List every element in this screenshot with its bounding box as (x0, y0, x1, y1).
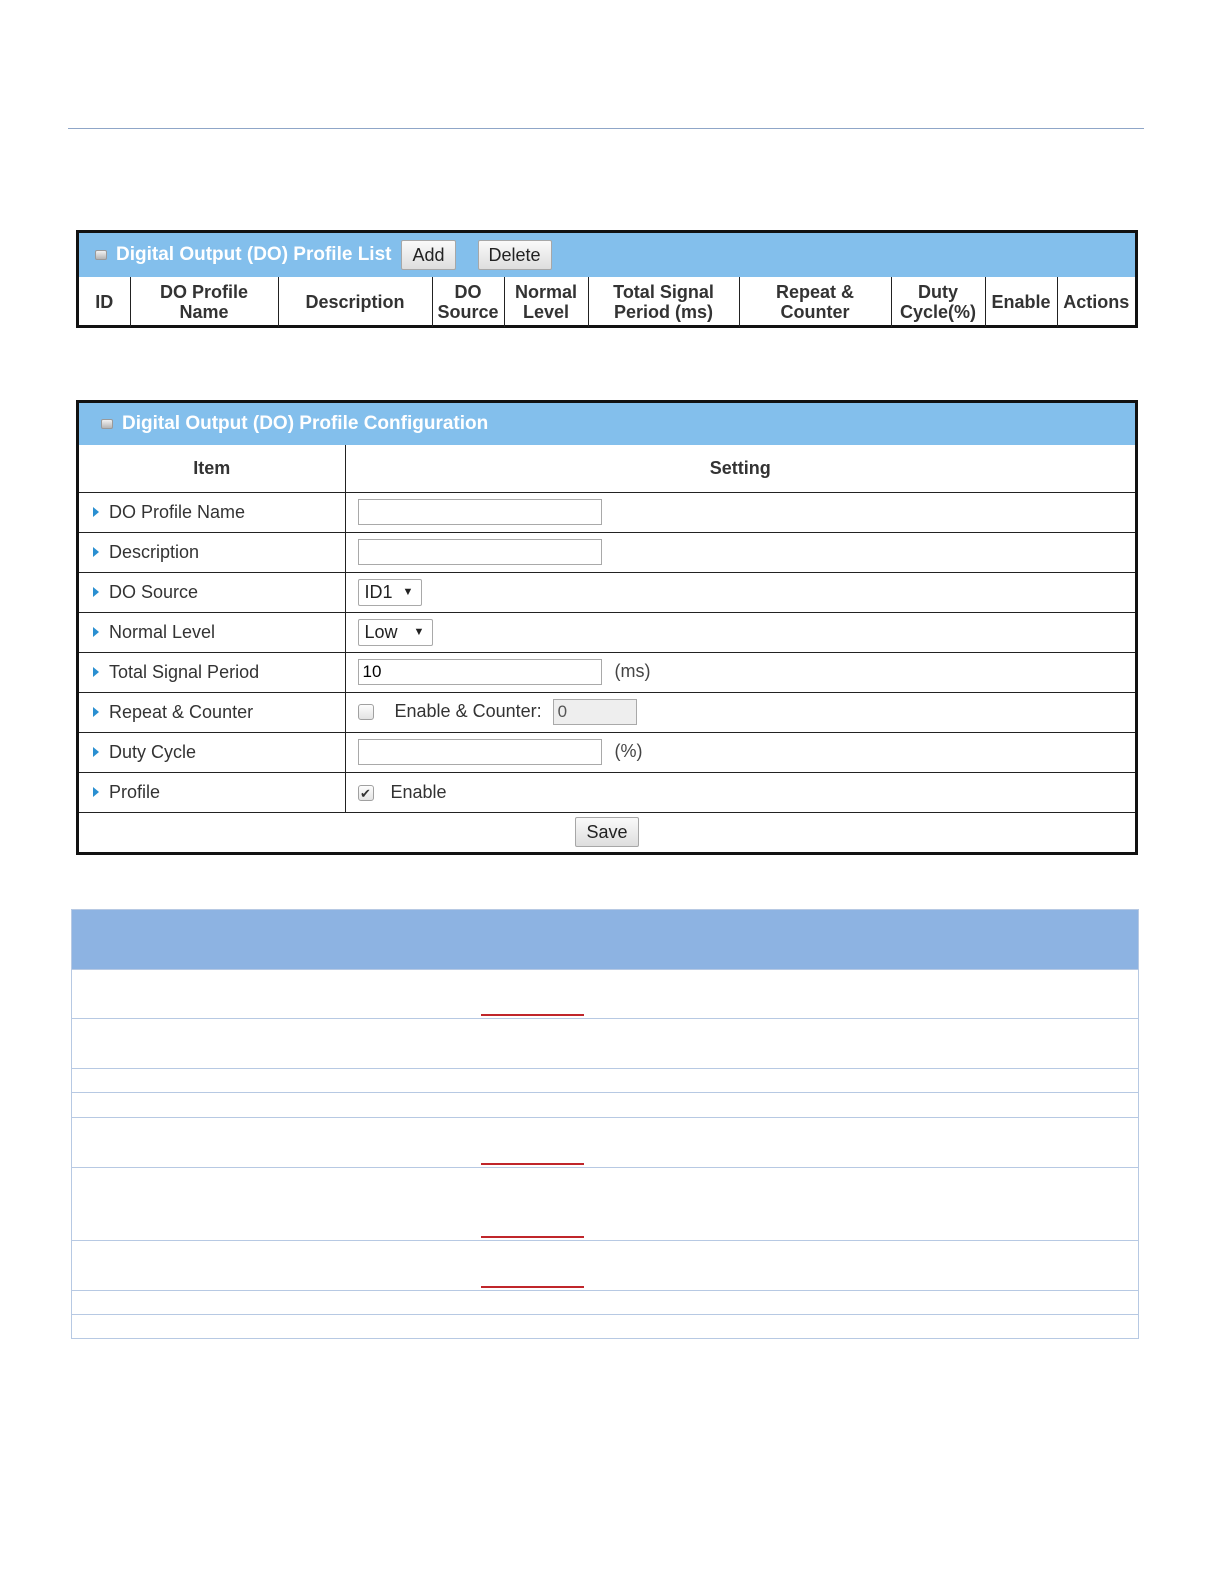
panel-square-icon (101, 419, 113, 429)
row-repeat-counter (79, 692, 1135, 732)
bullet-arrow-icon (93, 587, 99, 597)
duty-cycle-input[interactable] (358, 739, 602, 765)
column-header-enable: Enable (985, 277, 1057, 327)
table-row (72, 1167, 1138, 1240)
label-normal-level: Normal Level (109, 621, 216, 642)
row-total-signal-period (79, 652, 1135, 692)
column-header-actions: Actions (1057, 277, 1135, 327)
dropdown-caret-icon: ▼ (413, 626, 425, 638)
bullet-arrow-icon (93, 547, 99, 557)
parameter-description-table (71, 909, 1139, 1339)
description-input[interactable] (358, 539, 602, 565)
label-total-signal-period: Total Signal Period (109, 661, 260, 682)
dropdown-caret-icon: ▼ (402, 586, 414, 598)
column-header-do-profile-name: DO Profile Name (130, 277, 278, 327)
table-row (72, 1240, 1138, 1290)
column-header-normal-level: Normal Level (504, 277, 588, 327)
label-repeat-counter: Repeat & Counter (109, 701, 254, 722)
do-profile-name-input[interactable] (358, 499, 602, 525)
do-profile-config-header (79, 403, 1135, 445)
red-underline-mark (481, 1014, 584, 1016)
table-row (72, 1290, 1138, 1314)
table-row (72, 969, 1138, 1018)
column-header-id: ID (95, 292, 114, 312)
row-do-profile-name (79, 492, 1135, 532)
bullet-arrow-icon (93, 627, 99, 637)
do-source-selected-value: ID1 (364, 581, 393, 602)
red-underline-mark (481, 1163, 584, 1165)
column-header-description: Description (278, 277, 432, 327)
bullet-arrow-icon (93, 667, 99, 677)
normal-level-select[interactable] (358, 619, 434, 646)
profile-enable-label: Enable (390, 781, 447, 802)
do-profile-list-table (79, 277, 1135, 327)
table-row (72, 1117, 1138, 1167)
row-do-source (79, 572, 1135, 612)
add-button[interactable]: Add (401, 240, 455, 270)
table-row (72, 1314, 1138, 1338)
config-header-row (79, 445, 1135, 492)
duty-cycle-unit: (%) (614, 740, 643, 761)
total-signal-period-unit: (ms) (614, 660, 651, 681)
repeat-enable-checkbox[interactable] (358, 704, 374, 720)
top-divider (68, 128, 1144, 129)
column-header-total-signal-period: Total Signal Period (ms) (588, 277, 739, 327)
checkmark-icon: ✔ (360, 785, 371, 801)
delete-button[interactable]: Delete (478, 240, 552, 270)
column-header-setting: Setting (345, 445, 1135, 492)
column-header-repeat-counter: Repeat & Counter (739, 277, 891, 327)
red-underline-mark (481, 1236, 584, 1238)
do-profile-list-panel (76, 230, 1138, 328)
panel-square-icon (95, 250, 107, 260)
do-profile-config-panel (76, 400, 1138, 855)
bullet-arrow-icon (93, 707, 99, 717)
do-profile-list-header (79, 233, 1135, 277)
row-description (79, 532, 1135, 572)
parameter-table-header (72, 910, 1138, 969)
row-normal-level (79, 612, 1135, 652)
bullet-arrow-icon (93, 747, 99, 757)
label-description: Description (109, 541, 200, 562)
row-duty-cycle (79, 732, 1135, 772)
label-profile: Profile (109, 781, 161, 802)
table-row (72, 1018, 1138, 1068)
profile-enable-checkbox[interactable] (358, 785, 374, 801)
bullet-arrow-icon (93, 507, 99, 517)
do-profile-config-table (79, 445, 1135, 852)
column-header-item: Item (79, 445, 345, 492)
total-signal-period-input[interactable] (358, 659, 602, 685)
label-duty-cycle: Duty Cycle (109, 741, 197, 762)
column-header-duty-cycle: Duty Cycle(%) (891, 277, 985, 327)
save-button[interactable]: Save (575, 817, 638, 847)
column-header-row (79, 277, 1135, 327)
column-header-do-source: DO Source (432, 277, 504, 327)
label-do-profile-name: DO Profile Name (109, 501, 246, 522)
table-row (72, 1068, 1138, 1092)
label-do-source: DO Source (109, 581, 199, 602)
row-profile (79, 772, 1135, 812)
do-profile-config-title: Digital Output (DO) Profile Configuration (122, 413, 489, 434)
do-source-select[interactable] (358, 579, 423, 606)
do-profile-list-title: Digital Output (DO) Profile List (116, 244, 392, 265)
red-underline-mark (481, 1286, 584, 1288)
repeat-counter-input[interactable] (553, 699, 637, 725)
repeat-enable-counter-label: Enable & Counter: (394, 700, 542, 721)
normal-level-selected-value: Low (364, 621, 398, 642)
row-save (79, 812, 1135, 852)
bullet-arrow-icon (93, 787, 99, 797)
table-row (72, 1092, 1138, 1117)
